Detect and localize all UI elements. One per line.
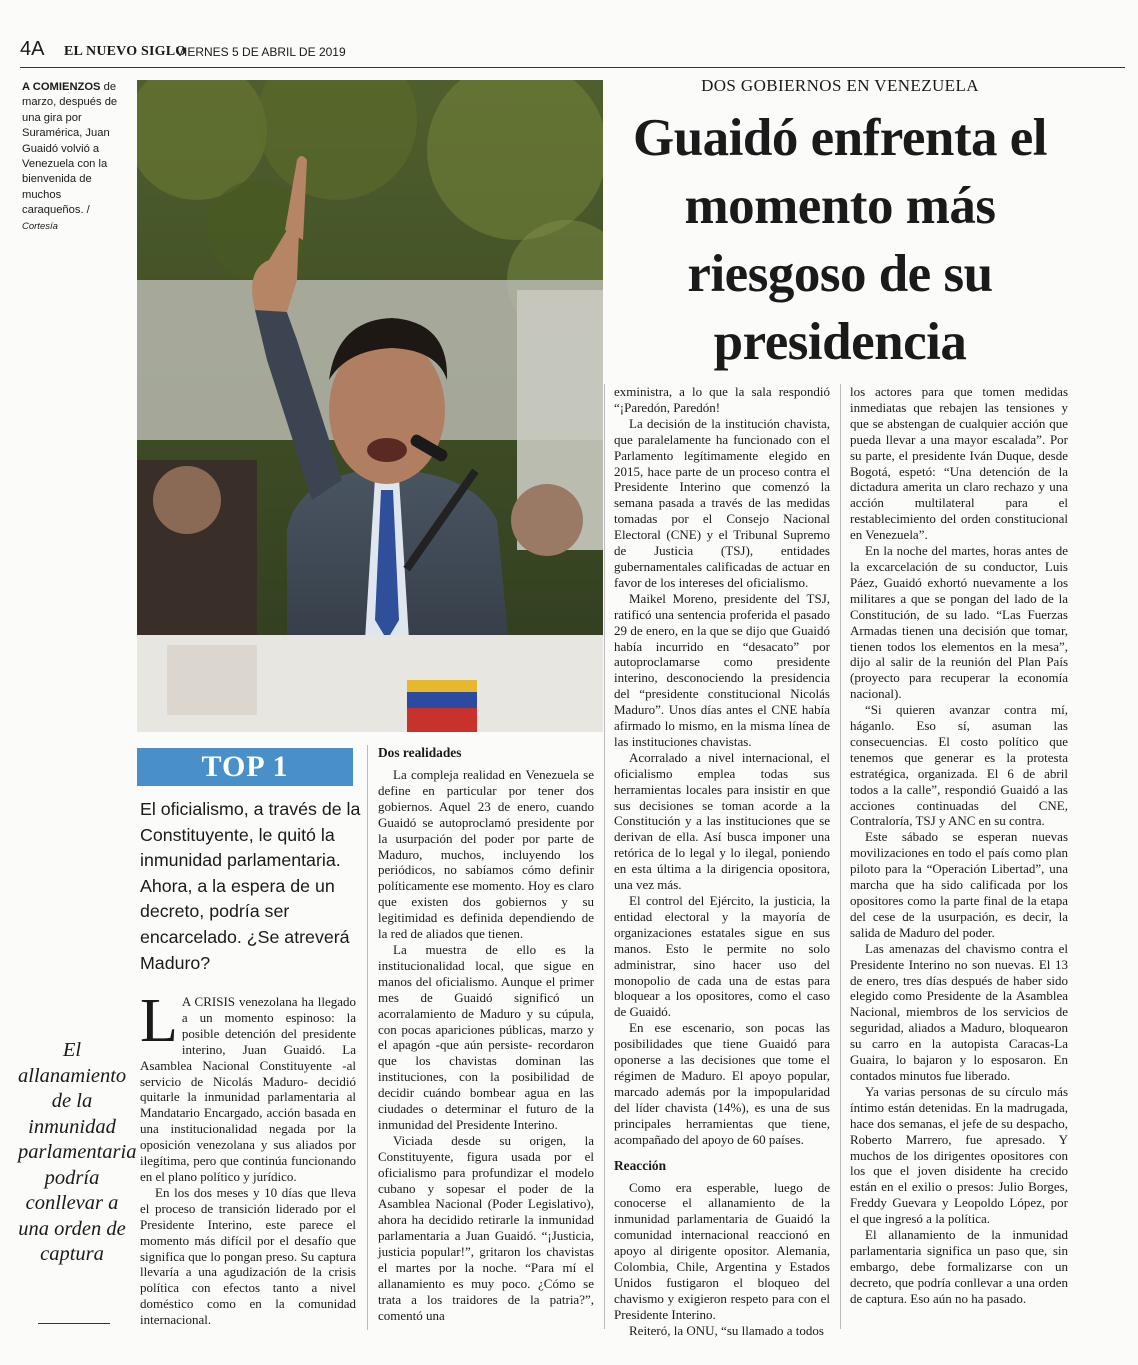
paragraph: “Si quieren avanzar contra mí, háganlo. Eso sí, asuman las consecuencias. El costo político que tenemos que generar es la protesta estratégica, organizada. El 6 de abril todos a la calle”, respondió Guaidó a las acciones continuadas del CNE, Contraloría, TSJ y ANC en su contra. [850,702,1068,829]
paragraph: La muestra de ello es la institucionalidad local, que sigue en manos del oficialismo. Aunque el primer mes de Guaidó significó un acorralamiento de Maduro y su cúpula, con pocas apariciones públicas, marzo y el apagón -que aún persiste- recordaron que los chavistas dominan las instituciones, con la posibilidad de decidir cuándo bombear agua en las ciudades o determinar el futuro de la inmunidad del Presidente Interino. [378,941,594,1132]
caption-text: de marzo, después de una gira por Suramérica, Juan Guaidó volvió a Venezuela con la bienvenida de muchos caraqueños. / [22,81,118,217]
article-kicker: DOS GOBIERNOS EN VENEZUELA [701,76,979,95]
summary-box: El oficialismo, a través de la Constituyente, le quitó la inmunidad parlamentaria. Ahora, a la espera de un decreto, podría ser encarcelado. ¿Se atreverá Maduro? [140,799,361,973]
paragraph: La decisión de la institución chavista, que paralelamente ha funcionado con el Parlamento legítimamente elegido en 2015, hace parte de un proceso contra el Presidente Interino que comenzó la semana pasada a través de las medidas tomadas por el Consejo Nacional Electoral (CNE) y el Tribunal Supremo de Justicia (TSJ), entidades gubernamentales calificadas de actuar en favor de los intereses del oficialismo. [614,415,830,590]
paragraph: Maikel Moreno, presidente del TSJ, ratificó una sentencia proferida el pasado 29 de enero, en la que se dijo que Guaidó había incurrido en “desacato” por autoproclamarse como presidente interino, desconociendo la presidencia del “presidente constitucional Nicolás Maduro”. Unos días antes el CNE había afirmado lo mismo, en la misma línea de las instituciones chavistas. [614,590,830,749]
paragraph: Reiteró, la ONU, “su llamado a todos [629,1322,824,1338]
side-quote-rule [38,1323,110,1324]
page-number: 4A [20,38,45,60]
paragraph-text: A CRISIS venezolana ha llegado a un momento espinoso: la posible detención del presidente interino, Juan Guaidó. La Asamblea Nacional Constituyente -al servicio de Nicolás Maduro- decidió quitarle la inmunidad parlamentaria al Mandatario Encargado, acción basada en una institucionalidad negada por la oposición venezolana y sus aliados por ilegítima, pero que continúa funcionando en el plano político y jurídico. [140,994,356,1184]
paragraph: La compleja realidad en Venezuela se define en particular por tener dos gobiernos. Aquel 23 de enero, cuando Guaidó se autoproclamó presidente por la usurpación del poder por parte de Maduro, muchos, incluyendo los periódicos, no sabíamos cómo definir políticamente ese momento. Hoy es claro que existen dos gobiernos y su legitimidad es definida dependiendo de la red de aliados que tienen. [378,767,594,942]
column-divider [840,384,841,1329]
paragraph: Este sábado se esperan nuevas movilizaciones en todo el país como plan piloto para la “Operación Libertad”, una marcha que ha sido calificada por los opositores como la parte final de la etapa del cese de la usurpación, es decir, la salida de Maduro del poder. [850,829,1068,940]
page-header [20,38,1125,68]
column-divider [604,384,605,1329]
paragraph: exministra, a lo que la sala respondió “¡Paredón, Paredón! [614,384,830,415]
paragraph: El allanamiento de la inmunidad parlamentaria significa un paso que, sin embargo, debe formalizarse con un decreto, que podría conllevar a una orden de captura. Eso aún no ha pasado. [850,1227,1068,1306]
paragraph: los actores para que tomen medidas inmediatas que rebajen las tensiones y que se abstengan de cualquier acción que pueda llevar a una mayor escalada”. Por su parte, el presidente Iván Duque, desde Bogotá, espetó: “Una detención de la dictadura amerita un claro rechazo y una acción multilateral para el restablecimiento del orden constitucional en Venezuela”. [850,384,1068,543]
paragraph: En los dos meses y 10 días que lleva el proceso de transición liderado por el Presidente Interino, este parece el momento más difícil por el desafío que significa que lo pongan preso. Su captura llevaría a una agudización de la crisis política con efectos tanto a nivel doméstico como en la comunidad internacional. [140,1184,356,1328]
side-pull-quote: El allanamiento de la inmunidad parlamentaria podría conllevar a una orden de captura [18,1039,137,1265]
top-badge: TOP 1 [137,748,353,786]
drop-cap: L [140,987,178,1055]
paragraph: En la noche del martes, horas antes de la excarcelación de su conductor, Luis Páez, Guaidó exhortó nuevamente a los militares a que se pongan del lado de la Constitución, de su lado. “Las Fuerzas Armadas tienen una decisión que tomar, tienen todos los elementos en la mesa”, dijo al salir de la reunión del Plan País (proyecto para recuperar la economía nacional). [850,543,1068,702]
paragraph: Acorralado a nivel internacional, el oficialismo emplea todas sus herramientas locales para insistir en que sus decisiones se toman acorde a la Constitución y a las instituciones que se derivan de ella. Así busca imponer una retórica de lo legal y lo ilegal, poniendo en esta última a la dirigencia opositora, una vez más. [614,749,830,893]
article-column-1 [140,987,356,1328]
article-column-2 [378,745,594,1324]
photo-caption [22,80,124,234]
paragraph: Viciada desde su origen, la Constituyente, figura usada por el oficialismo para profundizar el modelo cubano y sopesar el poder de la Asamblea Nacional (Poder Legislativo), ahora ha decidido retirarle la inmunidad parlamentaria a Juan Guaidó. “¡Justicia, justicia popular!”, gritaron los chavistas el martes por la noche. “Para mí el allanamiento es muy poco. ¿Cómo se trata a los traidores de la patria?”, comentó una [378,1132,594,1323]
article-headline: Guaidó enfrenta el momento más riesgoso de su presidencia [632,109,1048,371]
section-subhead: Dos realidades [378,745,462,760]
caption-lead: A COMIENZOS [22,81,101,93]
paragraph: En ese escenario, son pocas las posibilidades que tiene Guaidó para oponerse a las decisiones que tome el régimen de Maduro. El apoyo popular, marcado además por la impopularidad del líder chavista (14%), es una de sus principales herramientas que tiene, acompañado del apoyo de 60 países. [614,1020,830,1147]
column-divider [367,745,368,1330]
article-column-4 [850,384,1068,1307]
paragraph [140,987,356,1185]
paragraph: El control del Ejército, la justicia, la entidad electoral y la mayoría de organizaciones estatales sigue en sus manos. Esto le permite no solo administrar, sino hacer uso del monopolio de cada una de estas para bloquear a los opositores, como el caso de Guaidó. [614,893,830,1020]
newspaper-name: EL NUEVO SIGLO [64,44,187,59]
paragraph: Las amenazas del chavismo contra el Presidente Interino no son nuevas. El 13 de enero, tres días después de haber sido elegido como Presidente de la Asamblea Nacional, miembros de los servicios de seguridad, aliados a Maduro, bloquearon su carro en la autopista Caracas-La Guaira, lo bajaron y lo esposaron. En contados minutos fue liberado. [850,940,1068,1083]
lead-photo [137,80,603,732]
caption-credit: Cortesía [22,220,58,232]
paragraph: Como era esperable, luego de conocerse el allanamiento de la inmunidad parlamentaria de Guaidó la comunidad internacional reaccionó en apoyo al dirigente opositor. Alemania, Colombia, Chile, Argentina y Estados Unidos fustigaron el bloqueo del chavismo y exigieron respeto para con el Presidente Interino. [614,1179,830,1322]
article-column-3 [614,384,830,1339]
issue-date: VIERNES 5 DE ABRIL DE 2019 [176,45,346,59]
paragraph: Ya varias personas de su círculo más íntimo están detenidas. En la madrugada, hace dos semanas, el jefe de su despacho, Roberto Marrero, fue apresado. Y muchos de los dirigentes opositores con los que el joven disidente ha crecido están en el exilio o presos: Julio Borges, Freddy Guevara y Leopoldo López, por el que ingresó a la política. [850,1083,1068,1227]
section-subhead: Reacción [614,1157,667,1173]
